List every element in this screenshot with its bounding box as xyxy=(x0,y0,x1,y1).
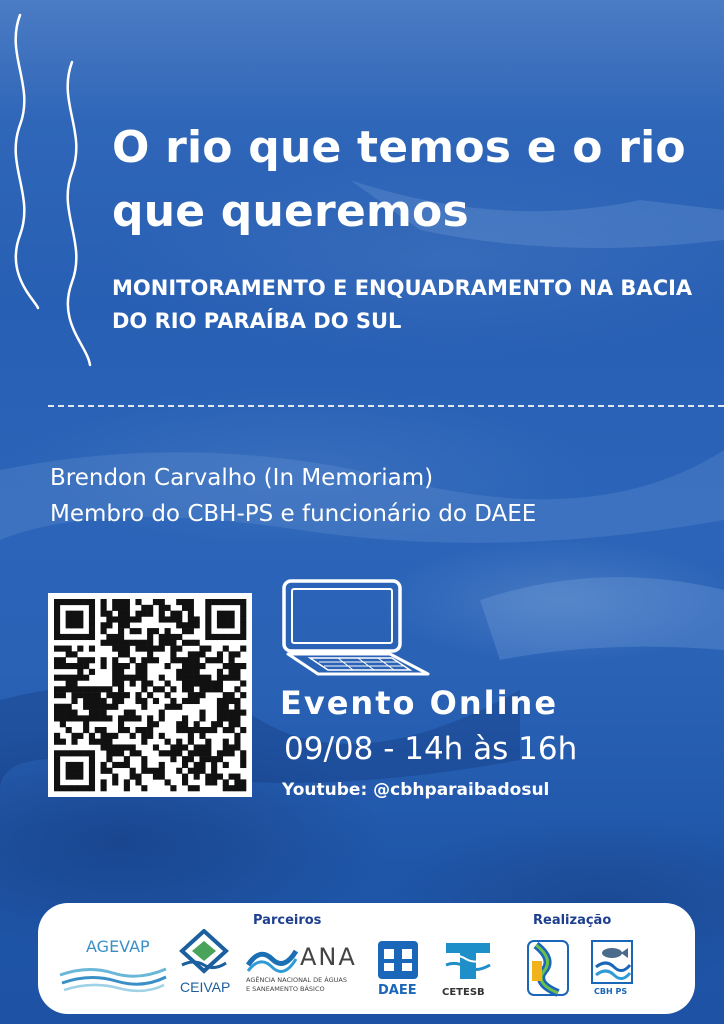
ana-logo: ANA AGÊNCIA NACIONAL DE ÁGUAS E SANEAMENTO BÁSICO xyxy=(246,943,357,993)
speaker-name: Brendon Carvalho (In Memoriam) xyxy=(50,465,434,491)
cetesb-logo: CETESB xyxy=(440,939,500,1001)
wave-line-icon xyxy=(16,15,38,308)
ceivap-logo: CEIVAP xyxy=(176,929,232,999)
cbhps-logo: CBH PS xyxy=(590,939,640,1001)
partners-label: Parceiros xyxy=(253,913,322,928)
dashed-divider xyxy=(48,405,724,407)
laptop-icon xyxy=(278,578,430,683)
speaker-role: Membro do CBH-PS e funcionário do DAEE xyxy=(50,501,537,527)
daee-logo: DAEE xyxy=(374,939,424,1001)
event-subtitle: MONITORAMENTO E ENQUADRAMENTO NA BACIA DO RIO PARAÍBA DO SUL xyxy=(112,276,693,333)
qr-code-icon[interactable] xyxy=(48,593,252,797)
speaker-info xyxy=(50,460,536,532)
event-mode: Evento Online xyxy=(280,684,559,722)
event-title: O rio que temos e o rio que queremos xyxy=(112,122,686,237)
organizers-label: Realização xyxy=(533,913,612,928)
agevap-logo: AGEVAP xyxy=(58,937,168,997)
feridio-logo xyxy=(524,939,574,999)
youtube-channel-link[interactable]: Youtube: @cbhparaibadosul xyxy=(282,780,550,800)
wave-line-icon xyxy=(68,62,90,365)
partners-footer xyxy=(38,903,695,1014)
event-datetime: 09/08 - 14h às 16h xyxy=(284,731,578,767)
